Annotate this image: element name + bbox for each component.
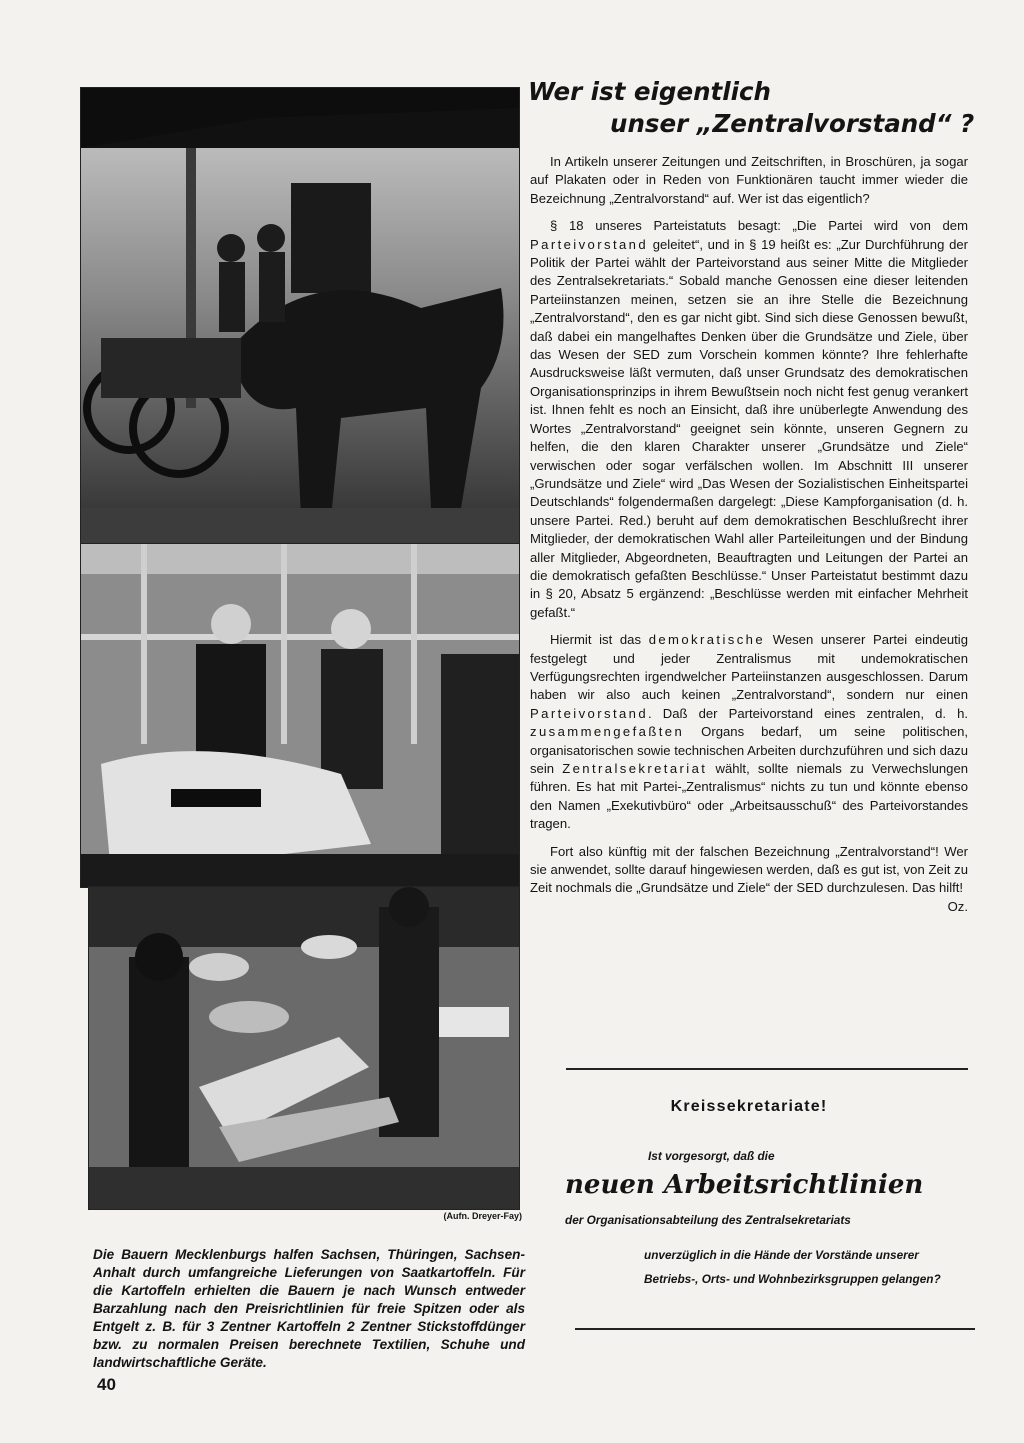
notice-bottom-rule (575, 1328, 975, 1330)
article-headline-line1: Wer ist eigentlich (528, 77, 771, 106)
photo-credit: (Aufn. Dreyer-Fay) (443, 1211, 522, 1221)
article-p2-spaced-term: Parteivorstand (530, 236, 649, 252)
article-p2-text-a: § 18 unseres Parteistatuts besagt: „Die Partei wird von dem (550, 218, 968, 234)
photo-agricultural-equipment (88, 886, 520, 1210)
notice-line-3: unverzüglich in die Hände der Vorstände unserer (644, 1248, 919, 1262)
article-p3-text-c: . Daß der Parteivorstand eines zentralen, d. h. (648, 705, 968, 721)
photo-agricultural-equipment-image (89, 887, 519, 1209)
article-p3-text-e: wählt, sollte niemals zu Verwechslungen führen. Es hat mit Partei-„Zentralismus“ nichts zu tun und könnte ebenso den Namen „Exekutivbüro“ oder „Arbeitsausschuß“ des Parteivorstandes tragen. (530, 761, 969, 832)
article-paragraph-1: In Artikeln unserer Zeitungen und Zeitschriften, in Broschüren, ja sogar auf Plakaten oder in Reden von Funktionären taucht immer wieder die Bezeichnung „Zentralvorstand“ auf. Wer ist das eigentlich? (530, 154, 968, 206)
photo-farmers-horse-cart-image (81, 88, 519, 548)
article-paragraph-4 (530, 843, 968, 914)
notice-line-1: Ist vorgesorgt, daß die (648, 1149, 775, 1163)
notice-emphasis: neuen Arbeitsrichtlinien (565, 1170, 924, 1200)
notice-heading: Kreissekretariate! (670, 1098, 828, 1115)
article-p3-text-b: Wesen unserer Partei eindeutig festgelegt und jeder Zentralismus mit undemokratischen Verfügungsrechten irgendwelcher Parteiinstanzen ausgeschlossen. Darum haben wir also auch keinen „Zentralvorstand“, sondern nur einen (530, 632, 968, 703)
article-signature: Oz. (947, 898, 968, 914)
article-p2-text-b: geleitet“, und in § 19 heißt es: „Zur Durchführung der Politik der Partei wählt der Parteivorstand aus seiner Mitte die Mitglieder des Zentralsekretariats.“ Sobald manche Genossen eine dieser leitenden Parteiinstanzen meinen, setzen sie an ihre Stelle die Bezeichnung „Zentralvorstand“, den es gar nicht gibt. Sind sich diese Genossen bewußt, daß dabei ein mangelhaftes Denken über die Grundsätze und Ziele, über das Wesen der SED zum Vorschein kommen könnte? Ihre fehlerhafte Ausdrucksweise läßt vermuten, daß unser Grundsatz des demokratischen Organisationsprinzips in ihrem Bewußtsein noch nicht fest genug verankert ist. Ihnen fehlt es noch an Einsicht, daß ihre unüberlegte Anwendung des Wortes „Zentralvorstand“ geeignet sein könnte, unseren Gegnern zu helfen, die den klaren Charakter unserer „Grundsätze und Ziele“ verwischen oder sogar verfälschen wollen. Im Abschnitt III unserer „Grundsätze und Ziele“ wird „Das Wesen der Sozialistischen Einheitspartei Deutschlands“ folgendermaßen dargelegt: „Diese Kampforganisation (d. h. unsere Partei. Red.) beruht auf dem demokratischen Beschlußrecht ihrer Mitglieder, der demokratischen Wahl aller Parteileitungen und der Bindung aller Mitglieder, Abgeordneten, Beauftragten und Leitungen der Partei an die demokratisch gefaßten Beschlüsse.“ Unser Parteistatut bestimmt dazu in § 20, Absatz 5 ergänzend: „Beschlüsse werden mit einfacher Mehrheit gefaßt.“ (530, 236, 968, 620)
photo-textile-distribution-image (81, 544, 519, 887)
article-paragraph-2 (530, 217, 968, 622)
article-p3-spaced-term-4: Zentralsekretariat (562, 761, 708, 776)
page-number: 40 (97, 1375, 116, 1394)
photo-farmers-horse-cart (80, 87, 520, 549)
article-p3-spaced-term-1: demokratische (648, 632, 766, 648)
article-paragraph-3 (530, 631, 968, 833)
article-p3-text-a: Hiermit ist das (550, 632, 642, 648)
notice-top-rule (566, 1068, 968, 1070)
article-p3-spaced-term-2: Parteivorstand (530, 705, 649, 721)
notice-line-2: der Organisationsabteilung des Zentralsekretariats (565, 1213, 851, 1227)
article-p3-text-d: Organs bedarf, um seine politischen, organisatorischen sowie technischen Arbeiten durchzuführen und sich dazu sein (530, 724, 968, 776)
photo-caption: Die Bauern Mecklenburgs halfen Sachsen, Thüringen, Sachsen-Anhalt durch umfangreiche Lieferungen von Saatkartoffeln. Für die Kartoffeln erhielten die Bauern je nach Wunsch entweder Barzahlung nach den Preisrichtlinien für freie Spitzen oder als Entgelt z. B. für 3 Zentner Kartoffeln 2 Zentner Stickstoffdünger bzw. zu normalen Preisen berechnete Textilien, Schuhe und landwirtschaftliche Geräte. (93, 1247, 525, 1370)
article-body (530, 153, 968, 916)
article-p3-spaced-term-3: zusammengefaßten (530, 724, 685, 740)
notice-line-4: Betriebs-, Orts- und Wohnbezirksgruppen gelangen? (644, 1272, 941, 1286)
article-headline-line2: unser „Zentralvorstand“ ? (610, 109, 975, 138)
article-p4-text: Fort also künftig mit der falschen Bezeichnung „Zentralvorstand“! Wer sie anwendet, sollte darauf hingewiesen werden, daß es gut ist, von Zeit zu Zeit nochmals die „Grundsätze und Ziele“ der SED durchzulesen. Das hilft! (530, 843, 968, 896)
photo-textile-distribution (80, 543, 520, 888)
